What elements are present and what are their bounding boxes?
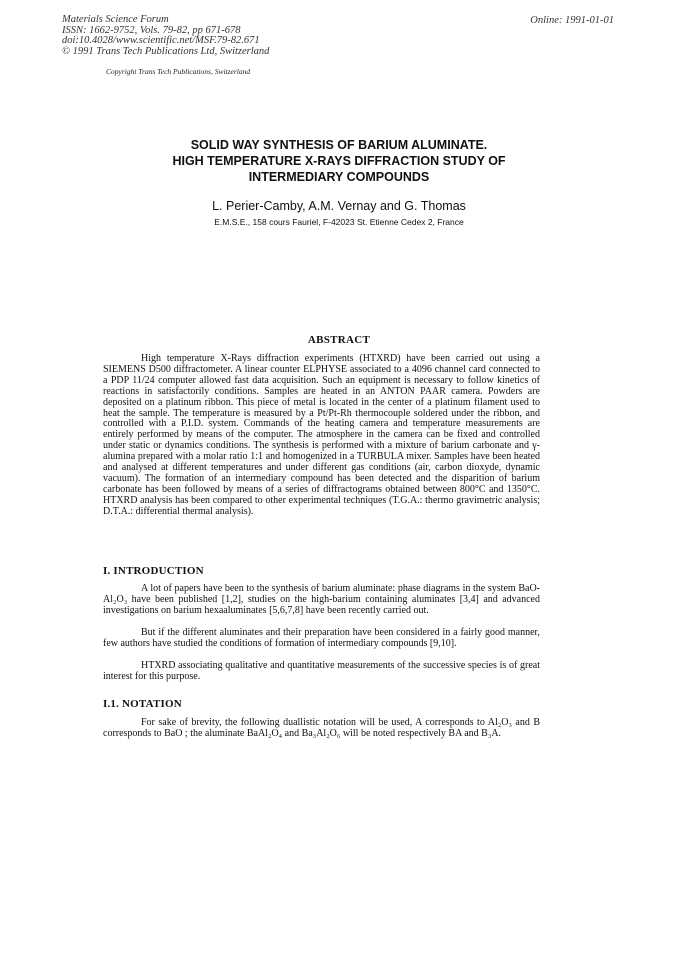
copyright-line: Copyright Trans Tech Publications, Switzerland: [106, 67, 251, 76]
author-list: L. Perier-Camby, A.M. Vernay and G. Thomas: [212, 199, 466, 213]
intro-paragraph-1-text: A lot of papers have been to the synthesis of barium aluminate: phase diagrams in the system BaO-Al₂O₃ have been published [1,2], studies on the high-barium containing aluminates [3,4] and advanced investigations on barium hexaaluminates [5,6,7,8] have been recently carried out.: [103, 583, 540, 616]
notation-paragraph-text: For sake of brevity, the following duallistic notation will be used, A corresponds to Al₂O₃ and B corresponds to BaO ; the aluminate BaAl₂O₄ and Ba₃Al₂O₆ will be noted respectively BA and B₃A.: [103, 717, 540, 739]
doi-line: doi:10.4028/www.scientific.net/MSF.79-82.671: [62, 35, 260, 47]
introduction-heading: I. INTRODUCTION: [103, 565, 204, 577]
intro-paragraph-1: [103, 584, 540, 617]
abstract-text: [103, 354, 540, 518]
title-line: HIGH TEMPERATURE X-RAYS DIFFRACTION STUDY OF: [172, 154, 506, 168]
intro-paragraph-2-text: But if the different aluminates and their preparation have been considered in a fairly good manner, few authors have studied the conditions of formation of intermediary compounds [9,10].: [103, 627, 540, 649]
title-line: SOLID WAY SYNTHESIS OF BARIUM ALUMINATE.: [190, 138, 488, 152]
title-line: INTERMEDIARY COMPOUNDS: [248, 170, 430, 184]
notation-paragraph: [103, 718, 540, 740]
citation-block: [62, 15, 269, 57]
issn-line: ISSN: 1662-9752, Vols. 79-82, pp 671-678: [62, 24, 241, 36]
intro-paragraph-2: [103, 628, 540, 650]
intro-paragraph-3: [103, 661, 540, 683]
abstract-body: High temperature X-Rays diffraction experiments (HTXRD) have been carried out using a SIEMENS D500 diffractometer. A linear counter ELPHYSE associated to a 4096 channel card connected to a PDP 11/24 computer allowed fast data acquisition. Such an equipment is necessary to follow kinetics of reactions in satisfactorily conditions. Samples are heated in an ANTON PAAR camera. Powders are deposited on a platinum ribbon. This piece of metal is located in the center of a platinum filament used to heat the sample. The temperature is measured by a Pt/Pt-Rh thermocouple soldered under the ribbon, and controlled with a P.I.D. system. Commands of the heating camera and temperature measurements are entirely performed by means of the computer. The atmosphere in the camera can be fixed and controlled under static or dynamics conditions. The synthesis is performed with a mixture of barium carbonate and γ-alumina prepared with a molar ratio 1:1 and homogenized in a TURBULA mixer. Samples have been heated and analysed at different temperatures and under different gas conditions (air, carbon dioxyde, dynamic vacuum). The formation of an intermediary compound has been detected and the disparition of barium carbonate has been followed by means of a series of diffractograms obtained between 800°C and 1350°C. HTXRD analysis has been compared to other experimental techniques (T.G.A.: thermo gravimetric analysis; D.T.A.: differential thermal analysis).: [103, 353, 540, 517]
notation-heading: I.1. NOTATION: [103, 698, 182, 710]
abstract-heading: ABSTRACT: [307, 334, 371, 346]
paper-title: [0, 137, 678, 185]
affiliation: E.M.S.E., 158 cours Fauriel, F-42023 St. Etienne Cedex 2, France: [214, 217, 464, 227]
publisher-line: © 1991 Trans Tech Publications Ltd, Switzerland: [62, 45, 270, 57]
intro-paragraph-3-text: HTXRD associating qualitative and quantitative measurements of the successive species is of great interest for this purpose.: [103, 660, 540, 682]
online-date: Online: 1991-01-01: [530, 15, 614, 26]
journal-name: Materials Science Forum: [62, 14, 169, 25]
